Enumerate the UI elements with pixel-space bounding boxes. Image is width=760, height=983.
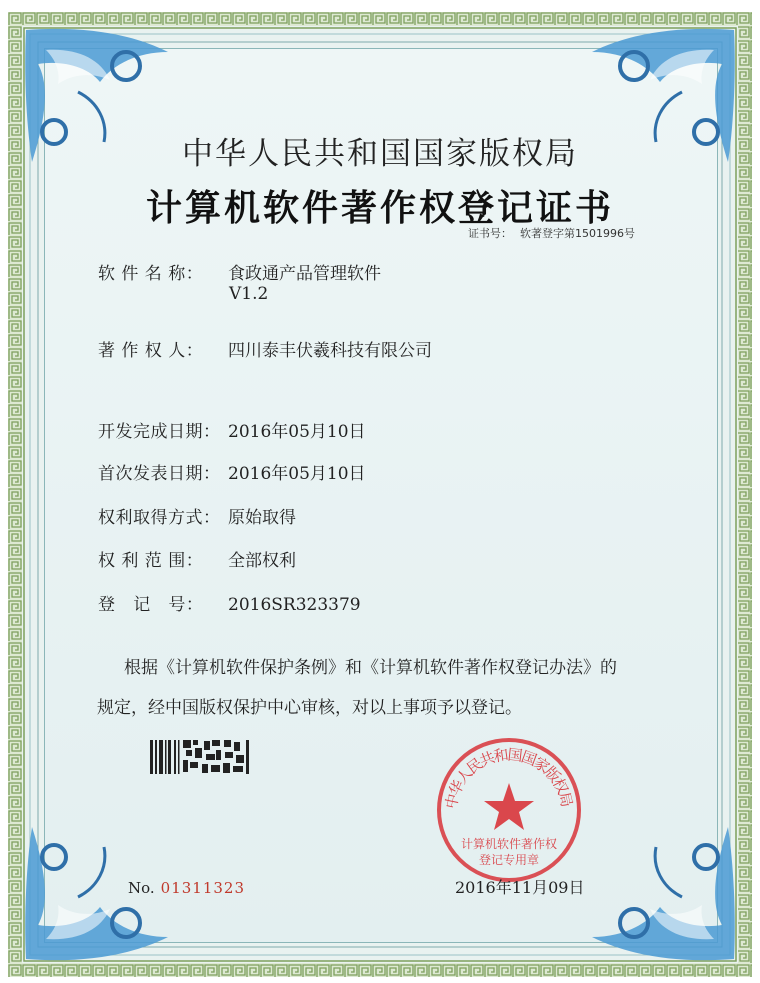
software-name-value: 食政通产品管理软件 (228, 264, 381, 284)
development-date-label: 开发完成日期： (98, 422, 221, 442)
certificate-number (468, 225, 635, 241)
registration-value: 2016SR323379 (228, 595, 361, 615)
seal-outer-text: 中华人民共和国国家版权局 (441, 745, 576, 811)
copyright-owner-row (98, 336, 432, 361)
acquisition-label: 权利取得方式： (98, 508, 221, 528)
official-seal-icon (434, 735, 584, 885)
certificate-number-label: 证书号： (468, 227, 512, 240)
copyright-owner-label: 著 作 权 人： (98, 341, 204, 361)
certificate-title: 计算机软件著作权登记证书 (145, 187, 614, 229)
serial-number-value: 01311323 (160, 879, 246, 897)
statement (97, 648, 657, 728)
seal-inner-line-1: 计算机软件著作权 (460, 837, 558, 851)
statement-line-1: 根据《计算机软件保护条例》和《计算机软件著作权登记办法》的 (124, 658, 617, 678)
registration-row (98, 590, 361, 615)
software-name-label: 软 件 名 称： (98, 264, 204, 284)
certificate-number-value: 软著登字第1501996号 (520, 227, 635, 240)
statement-line-2: 规定，经中国版权保护中心审核，对以上事项予以登记。 (97, 698, 522, 718)
issue-date: 2016年11月09日 (455, 878, 585, 897)
development-date-row (98, 417, 366, 442)
development-date-value: 2016年05月10日 (228, 422, 366, 442)
scope-value: 全部权利 (228, 551, 296, 571)
scope-row (98, 546, 296, 571)
publication-date-value: 2016年05月10日 (228, 464, 366, 484)
seal-inner-line-2: 登记专用章 (478, 853, 540, 867)
copyright-owner-value: 四川泰丰伏羲科技有限公司 (228, 341, 432, 361)
software-version: V1.2 (229, 284, 269, 304)
barcode-icon (150, 738, 250, 776)
registration-label: 登 记 号： (98, 595, 204, 615)
software-name-row (98, 259, 381, 284)
serial-number (128, 879, 245, 897)
acquisition-value: 原始取得 (228, 508, 296, 528)
issuing-authority: 中华人民共和国国家版权局 (182, 136, 578, 172)
acquisition-row (98, 503, 296, 528)
publication-date-row (98, 459, 366, 484)
serial-label: No. (128, 879, 155, 897)
scope-label: 权 利 范 围： (98, 551, 204, 571)
publication-date-label: 首次发表日期： (98, 464, 221, 484)
corner-ornament-icon (582, 817, 742, 967)
